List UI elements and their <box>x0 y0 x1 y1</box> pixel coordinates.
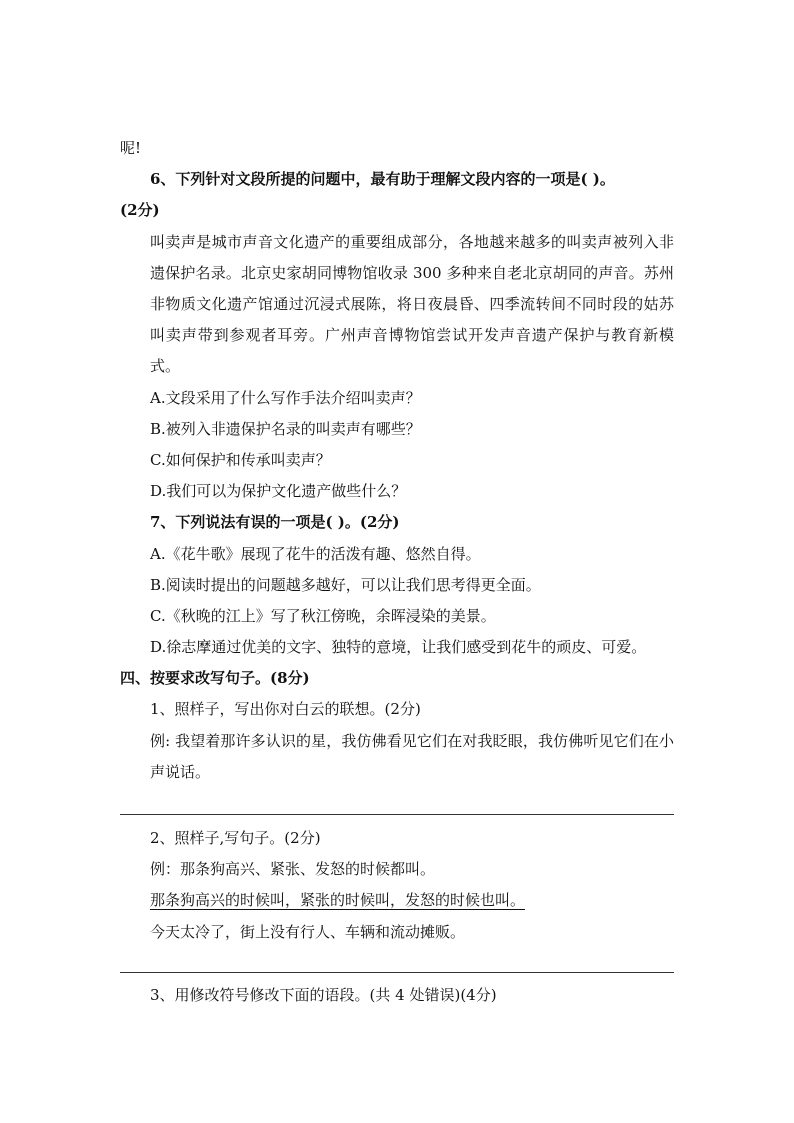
spacer <box>120 973 674 980</box>
question-6-score: (2分) <box>120 201 160 220</box>
option-7b: B.阅读时提出的问题越多越好，可以让我们思考得更全面。 <box>150 575 541 594</box>
option-6c: C.如何保护和传承叫卖声？ <box>150 450 331 469</box>
answer-space <box>120 948 674 971</box>
passage-paragraph: 叫卖声是城市声音文化遗产的重要组成部分，各地越来越多的叫卖声被列入非遗保护名录。北京史家胡同博物馆收录 300 多种来自老北京胡同的声音。苏州非物质文化遗产馆通过沉浸式展陈，将日夜晨昏、四季流转间不同时段的姑苏叫卖声带到参观者耳旁。广州声音博物馆尝试开发声音遗产保护与教育新模式。 <box>150 232 674 376</box>
underlined-answer: 那条狗高兴的时候叫，紧张的时候叫，发怒的时候也叫。 <box>150 891 526 910</box>
document-page <box>120 133 674 1011</box>
option-7c: C.《秋晚的江上》写了秋江傍晚，余晖浸染的美景。 <box>150 606 496 625</box>
option-6a: A.文段采用了什么写作手法介绍叫卖声？ <box>150 388 421 407</box>
spacer <box>120 815 674 823</box>
subquestion-3: 3、用修改符号修改下面的语段。(共 4 处错误)(4分) <box>150 985 497 1004</box>
answer-space <box>120 788 674 813</box>
subquestion-1: 1、照样子，写出你对白云的联想。(2分) <box>150 700 421 719</box>
text-line: 呢! <box>120 139 142 157</box>
subquestion-2-sample-answer <box>120 885 674 916</box>
option-7d: D.徐志摩通过优美的文字、独特的意境，让我们感受到花牛的顽皮、可爱。 <box>150 638 647 657</box>
question-6: 6、下列针对文段所提的问题中，最有助于理解文段内容的一项是( )。 <box>150 170 615 189</box>
subquestion-2-sentence: 今天太冷了，街上没有行人、车辆和流动摊贩。 <box>150 922 466 941</box>
option-6d: D.我们可以为保护文化遗产做些什么？ <box>150 482 407 501</box>
subquestion-2-example: 例：那条狗高兴、紧张、发怒的时候都叫。 <box>150 860 436 879</box>
option-6b: B.被列入非遗保护名录的叫卖声有哪些？ <box>150 419 421 438</box>
question-7: 7、下列说法有误的一项是( )。(2分) <box>150 513 400 532</box>
subquestion-1-example: 例: 我望着那许多认识的星，我仿佛看见它们在对我眨眼，我仿佛听见它们在小声说话。 <box>150 731 674 781</box>
subquestion-2: 2、照样子,写句子。(2分) <box>150 829 321 848</box>
option-7a: A.《花牛歌》展现了花牛的活泼有趣、悠然自得。 <box>150 544 481 563</box>
section-4-heading: 四、按要求改写句子。(8分) <box>120 669 310 688</box>
